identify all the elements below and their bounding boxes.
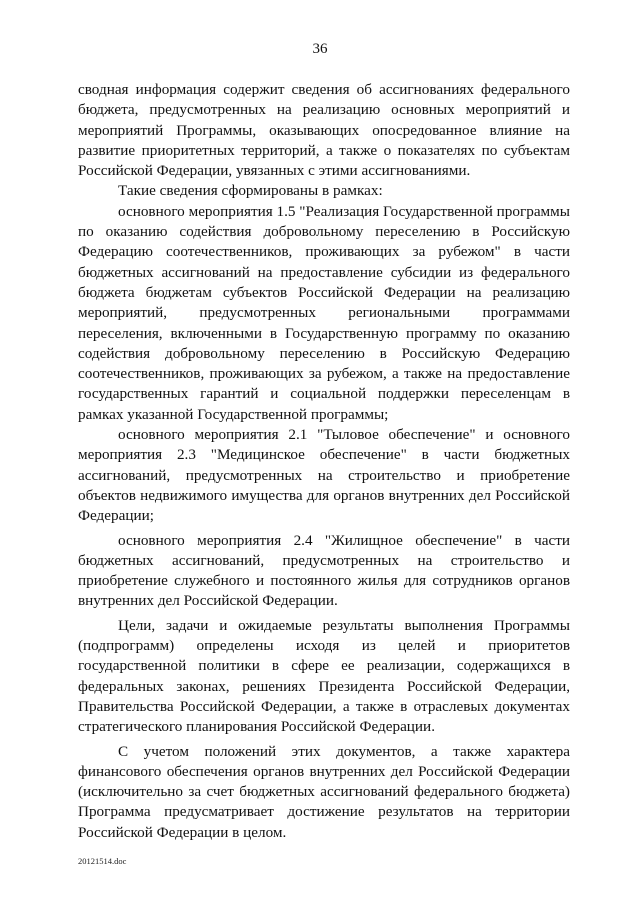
paragraph-measure-1-5: основного мероприятия 1.5 "Реализация Государственной программы по оказанию содействия добровольному переселению в Российскую Федерацию соотечественников, проживающих за рубежом" в части бюджетных ассигнований на предоставление субсидии из федерального бюджета бюджетам субъектов Российской Федерации на реализацию мероприятий, предусмотренных региональными программами переселения, включенными в Государственную программу по оказанию содействия добровольному переселению в Российскую Федерацию соотечественников, проживающих за рубежом, а также на предоставление государственных гарантий и социальной поддержки переселенцам в рамках указанной Государственной программы; (78, 202, 570, 423)
page-number: 36 (312, 41, 328, 57)
paragraph-measure-2-4: основного мероприятия 2.4 "Жилищное обеспечение" в части бюджетных ассигнований, предусмотренных на строительство и приобретение служебного и постоянного жилья для сотрудников органов внутренних дел Российской Федерации. (78, 531, 570, 610)
paragraph-framework-intro: Такие сведения сформированы в рамках: (118, 182, 383, 200)
paragraph-summary-info: сводная информация содержит сведения об ассигнованиях федерального бюджета, предусмотренных на реализацию основных мероприятий и мероприятий Программы, оказывающих опосредованное влияние на развитие приоритетных территорий, а также о показателях по субъектам Российской Федерации, увязанных с этими ассигнованиями. (78, 81, 570, 180)
paragraph-financing: С учетом положений этих документов, а также характера финансового обеспечения органов внутренних дел Российской Федерации (исключительно за счет бюджетных ассигнований федерального бюджета) Программа предусматривает достижение результатов на территории Российской Федерации в целом. (78, 742, 570, 841)
paragraph-measure-2-1-2-3: основного мероприятия 2.1 "Тыловое обеспечение" и основного мероприятия 2.3 "Медицинское обеспечение" в части бюджетных ассигнований, предусмотренных на строительство и приобретение объектов недвижимого имущества для органов внутренних дел Российской Федерации; (78, 426, 570, 525)
document-body (78, 80, 570, 843)
footer-file-code: 20121514.doc (78, 856, 127, 866)
paragraph-goals: Цели, задачи и ожидаемые результаты выполнения Программы (подпрограмм) определены исходя из целей и приоритетов государственной политики в сфере ее реализации, содержащихся в федеральных законах, решениях Президента Российской Федерации, Правительства Российской Федерации, а также в отраслевых документах стратегического планирования Российской Федерации. (78, 616, 570, 736)
